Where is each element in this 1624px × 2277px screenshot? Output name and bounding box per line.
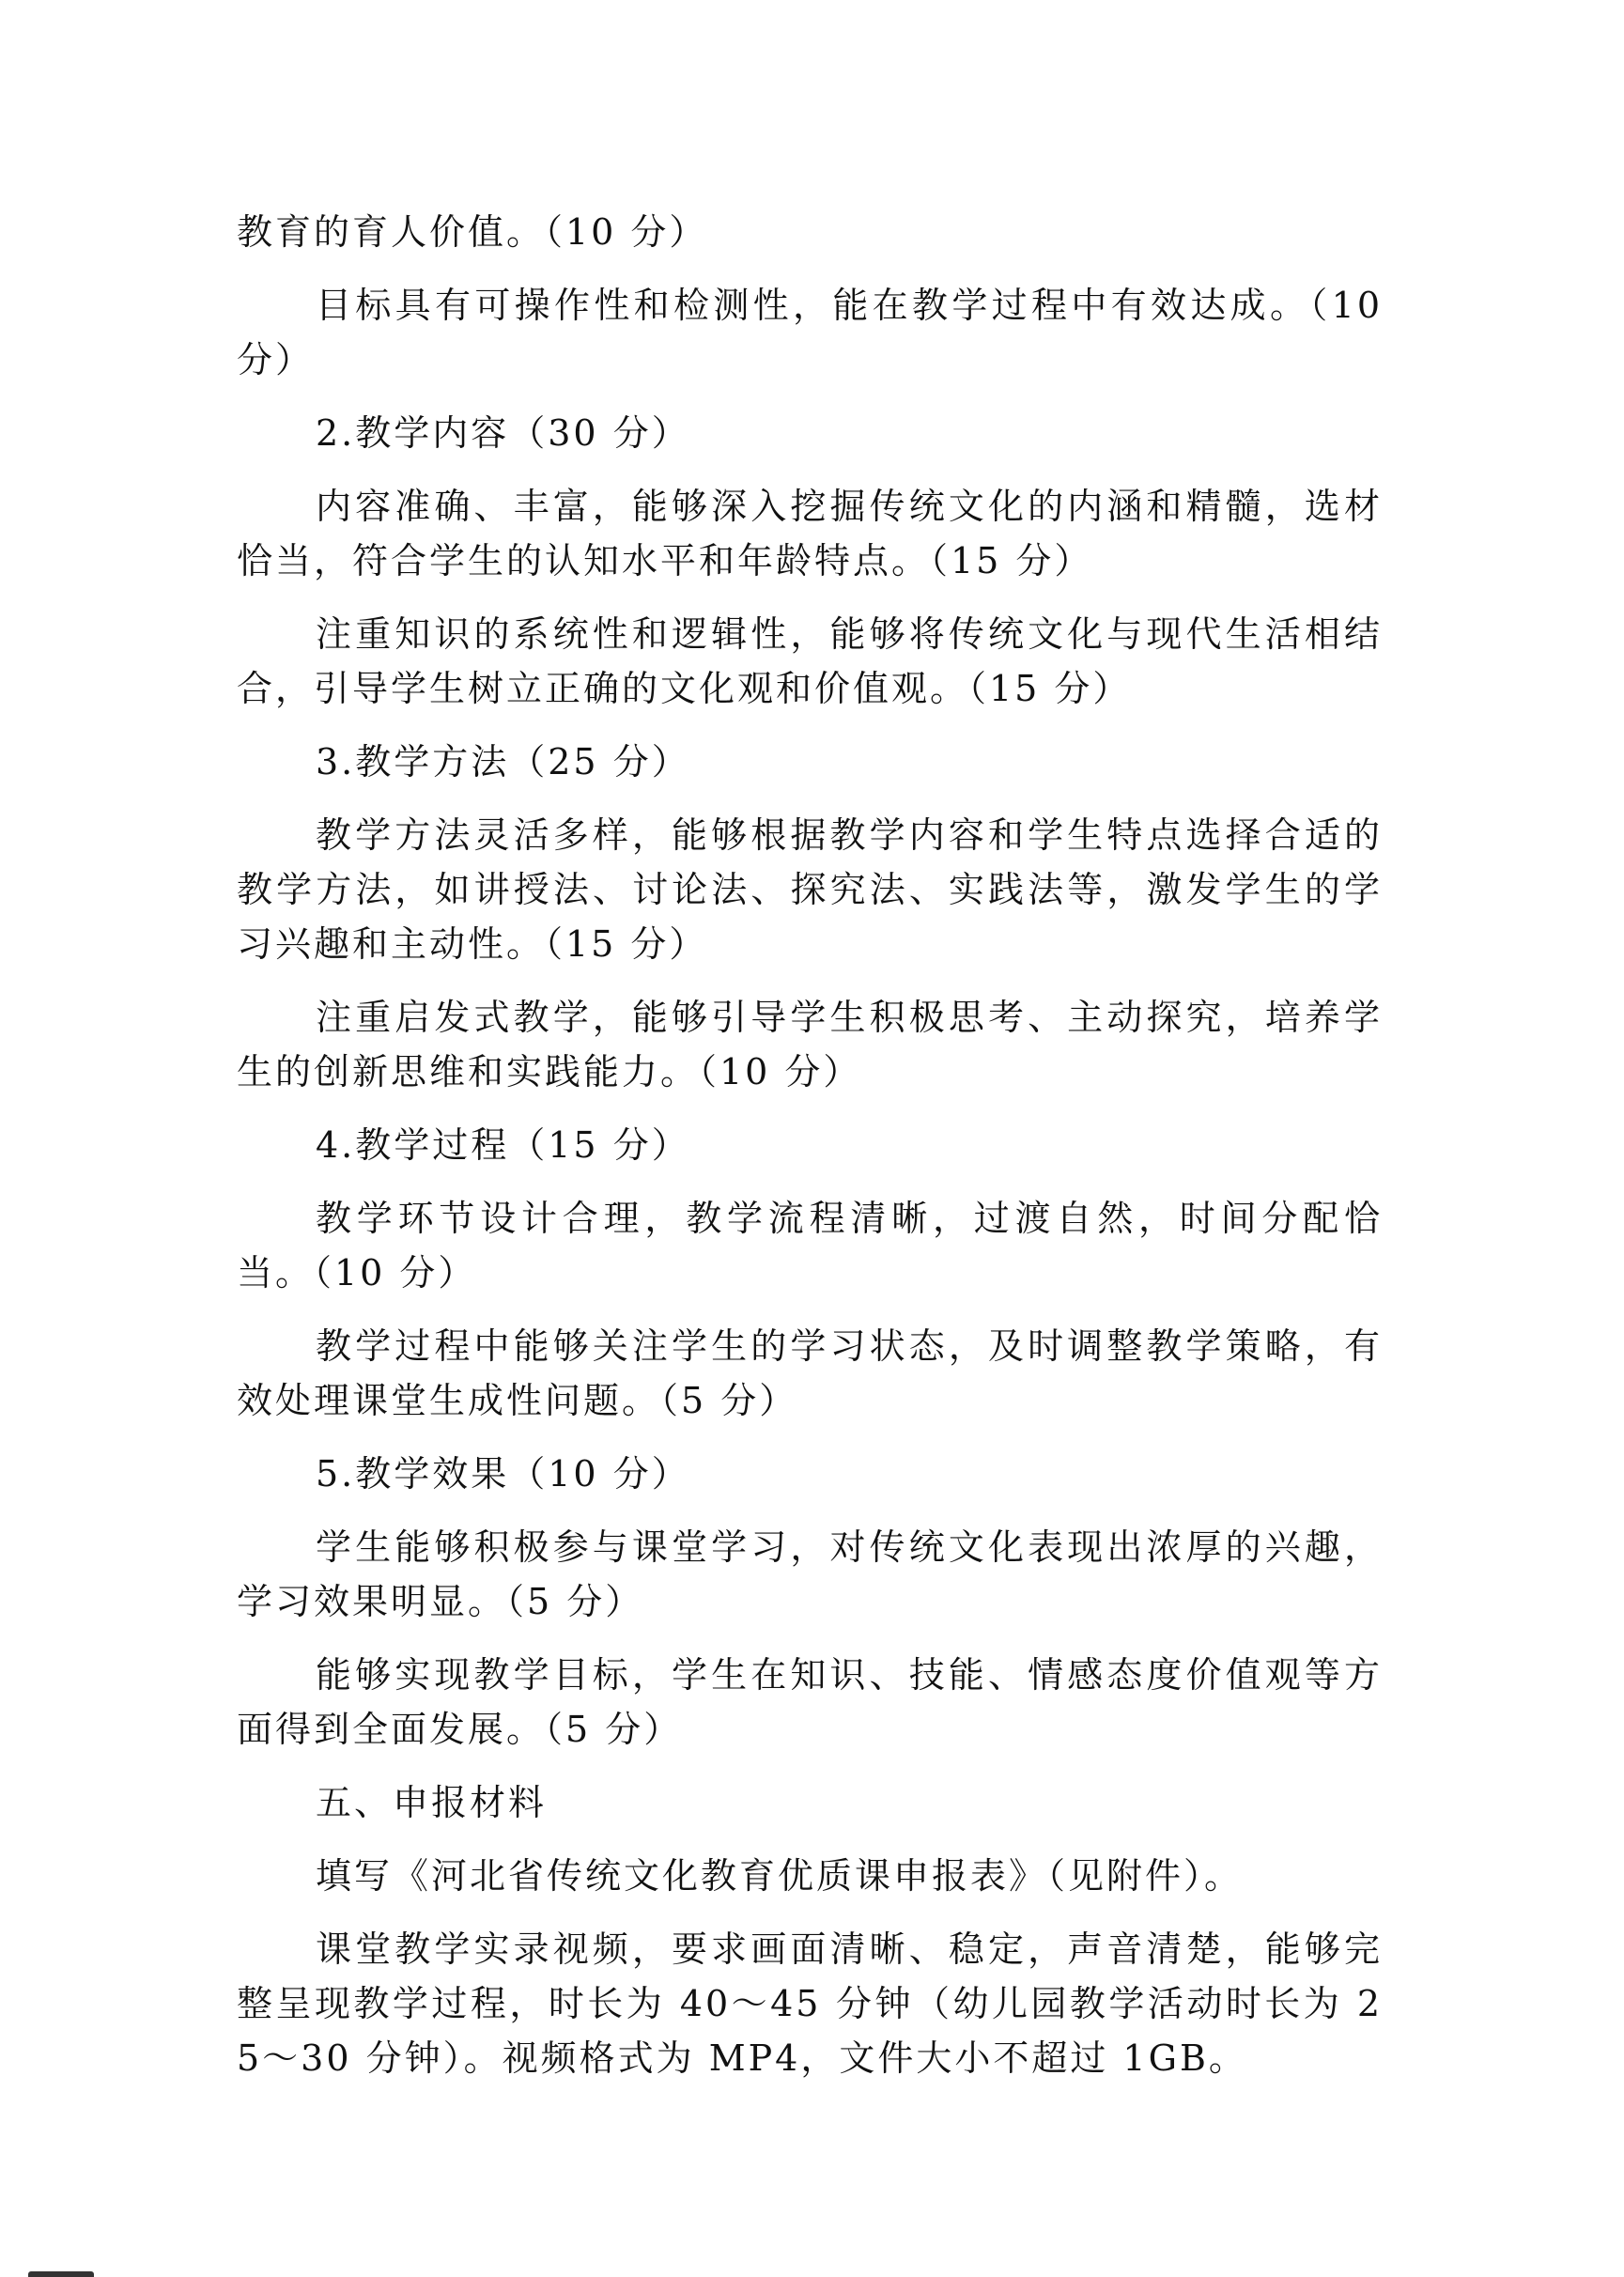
paragraph-13: 学生能够积极参与课堂学习，对传统文化表现出浓厚的兴趣，学习效果明显。（5 分） xyxy=(237,1526,1383,1622)
paragraph-17: 课堂教学实录视频，要求画面清晰、稳定，声音清楚，能够完整呈现教学过程，时长为 40～45 分钟（幼儿园教学活动时长为 25～30 分钟）。视频格式为 MP4，文件大小不超过 1GB。 xyxy=(237,1928,1383,2079)
section-heading-teaching-content: 2.教学内容（30 分） xyxy=(316,412,690,454)
paragraph-1: 教育的育人价值。（10 分） xyxy=(237,211,708,253)
section-heading-teaching-effect: 5.教学效果（10 分） xyxy=(316,1453,690,1495)
paragraph-4: 内容准确、丰富，能够深入挖掘传统文化的内涵和精髓，选材恰当，符合学生的认知水平和年龄特点。（15 分） xyxy=(237,486,1383,581)
scan-edge-mark xyxy=(28,2271,94,2277)
paragraph-2: 目标具有可操作性和检测性，能在教学过程中有效达成。（10 分） xyxy=(237,285,1383,380)
paragraph-7: 教学方法灵活多样，能够根据教学内容和学生特点选择合适的教学方法，如讲授法、讨论法、探究法、实践法等，激发学生的学习兴趣和主动性。（15 分） xyxy=(237,814,1383,965)
paragraph-10: 教学环节设计合理，教学流程清晰，过渡自然，时间分配恰当。（10 分） xyxy=(237,1198,1383,1293)
paragraph-16: 填写《河北省传统文化教育优质课申报表》（见附件）。 xyxy=(316,1855,1244,1897)
paragraph-8: 注重启发式教学，能够引导学生积极思考、主动探究，培养学生的创新思维和实践能力。（10 分） xyxy=(237,997,1383,1092)
document-body xyxy=(237,205,1383,2104)
section-heading-application-materials: 五、申报材料 xyxy=(316,1782,548,1823)
paragraph-11: 教学过程中能够关注学生的学习状态，及时调整教学策略，有效处理课堂生成性问题。（5 分） xyxy=(237,1325,1383,1421)
section-heading-teaching-method: 3.教学方法（25 分） xyxy=(316,741,690,782)
paragraph-14: 能够实现教学目标，学生在知识、技能、情感态度价值观等方面得到全面发展。（5 分） xyxy=(237,1654,1383,1750)
section-heading-teaching-process: 4.教学过程（15 分） xyxy=(316,1124,690,1166)
paragraph-5: 注重知识的系统性和逻辑性，能够将传统文化与现代生活相结合，引导学生树立正确的文化观和价值观。（15 分） xyxy=(237,613,1383,709)
